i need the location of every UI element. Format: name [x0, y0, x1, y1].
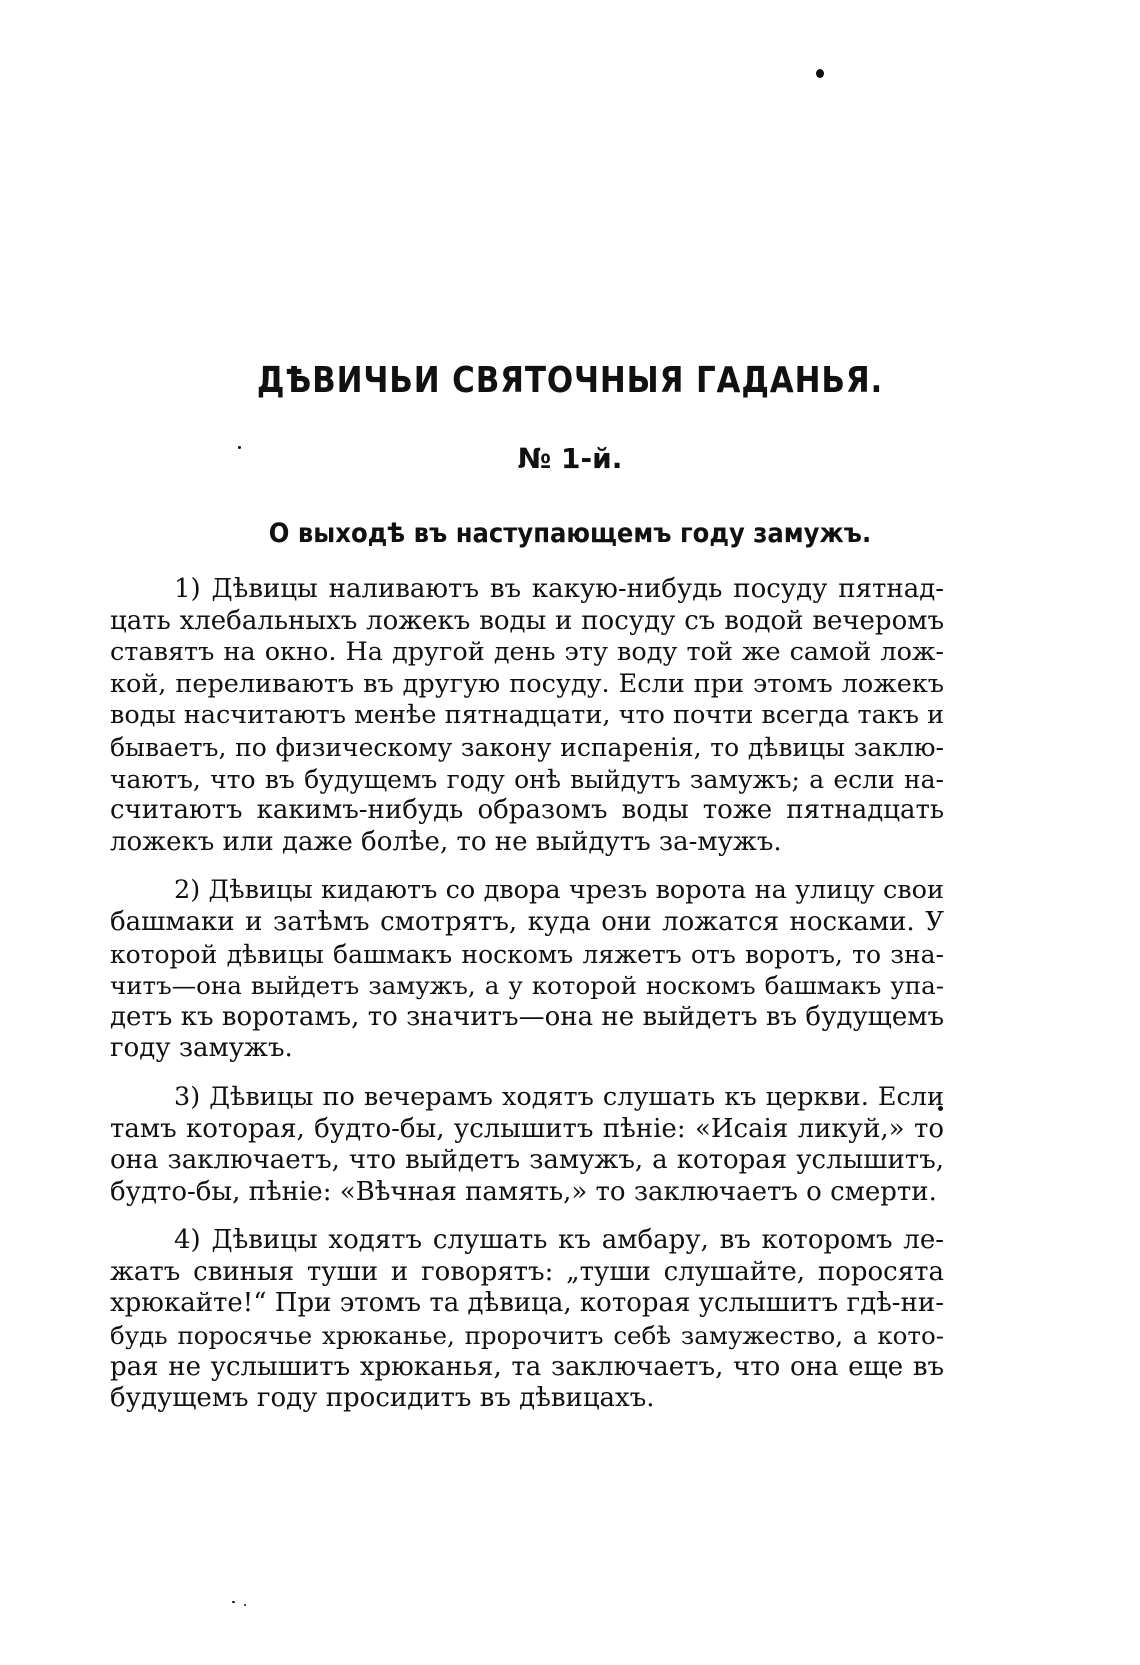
text-line: 1) Дѣвицы наливаютъ въ какую-нибудь посуду пятнад-	[174, 574, 944, 604]
page-title: ДѢВИЧЬИ СВЯТОЧНЫЯ ГАДАНЬЯ.	[256, 360, 884, 401]
text-line: кой, переливаютъ въ другую посуду. Если при этомъ ложекъ	[110, 668, 944, 699]
ink-speck	[232, 1601, 235, 1603]
section-subtitle: О выходѣ въ наступающемъ году замужъ.	[268, 518, 872, 549]
section-number: № 1-й.	[517, 442, 623, 475]
paragraph-3	[110, 1082, 944, 1208]
text-line: тамъ которая, будто-бы, услышитъ пѣніе: «Исаія ликуй,» то	[110, 1113, 944, 1144]
paragraph-4	[110, 1225, 944, 1415]
text-line: будущемъ году просидитъ въ дѣвицахъ.	[110, 1383, 655, 1414]
paragraph-2	[110, 875, 944, 1065]
text-line: она заключаетъ, что выйдетъ замужъ, а которая услышитъ,	[110, 1145, 944, 1176]
text-line: рая не услышитъ хрюканья, та заключаетъ, что она еще въ	[110, 1351, 944, 1382]
text-line: воды насчитаютъ менѣе пятнадцати, что почти всегда такъ и	[110, 700, 944, 731]
text-line: бываетъ, по физическому закону испаренія, то дѣвицы заклю-	[110, 732, 944, 762]
text-line: считаютъ какимъ-нибудь образомъ воды тоже пятнадцать	[110, 795, 944, 826]
text-line: ложекъ или даже болѣе, то не выйдутъ за-мужъ.	[110, 826, 782, 857]
ink-speck	[244, 1604, 246, 1606]
text-line: которой дѣвицы башмакъ носкомъ ляжетъ отъ воротъ, то зна-	[110, 939, 944, 969]
body-text	[110, 574, 944, 1432]
text-line: 2) Дѣвицы кидаютъ со двора чрезъ ворота на улицу свои	[174, 875, 944, 906]
ink-speck	[816, 69, 824, 78]
text-line: хрюкайте!“ При этомъ та дѣвица, которая услышитъ гдѣ-ни-	[110, 1288, 944, 1319]
text-line: жатъ свиныя туши и говорятъ: „туши слушайте, поросята	[110, 1256, 944, 1287]
text-line: будто-бы, пѣніе: «Вѣчная память,» то заключаетъ о смерти.	[110, 1176, 937, 1207]
paragraph-1	[110, 574, 944, 858]
text-line: будь поросячье хрюканье, пророчитъ себѣ замужество, а кото-	[110, 1321, 944, 1351]
text-line: башмаки и затѣмъ смотрятъ, куда они ложатся носками. У	[110, 906, 944, 937]
text-line: читъ—она выйдетъ замужъ, а у которой носкомъ башмакъ упа-	[110, 971, 944, 1001]
text-line: цать хлебальныхъ ложекъ воды и посуду съ водой вечеромъ	[110, 605, 944, 636]
text-line: году замужъ.	[110, 1033, 293, 1064]
text-line: чаютъ, что въ будущемъ году онѣ выйдутъ замужъ; а если на-	[110, 764, 944, 794]
text-line: ставятъ на окно. На другой день эту воду той же самой лож-	[110, 637, 944, 668]
text-line: 4) Дѣвицы ходятъ слушать къ амбару, въ которомъ ле-	[174, 1225, 944, 1256]
text-line: детъ къ воротамъ, то значитъ—она не выйдетъ въ будущемъ	[110, 1001, 944, 1032]
text-line: 3) Дѣвицы по вечерамъ ходятъ слушать къ церкви. Если	[174, 1081, 944, 1112]
